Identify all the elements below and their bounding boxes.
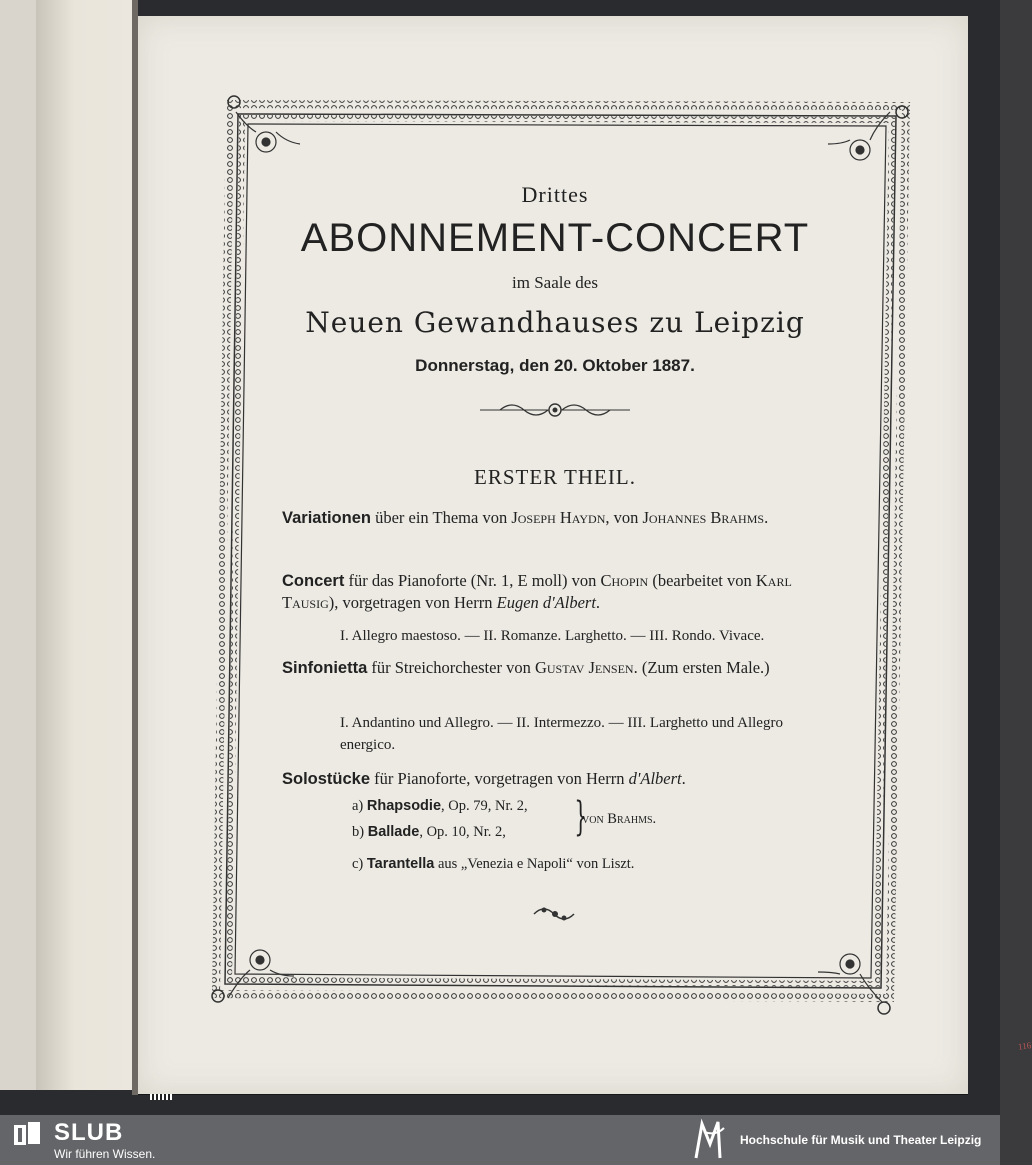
composer-name: Joseph Haydn xyxy=(511,508,606,527)
floral-ornament xyxy=(532,904,578,922)
piece-letter: b) xyxy=(352,824,365,840)
previous-page xyxy=(0,0,36,1090)
work-description: für das Pianoforte (Nr. 1, E moll) von xyxy=(348,571,597,590)
work-description: für Streichorchester von xyxy=(371,658,531,677)
program-item xyxy=(282,570,838,614)
concert-ordinal: Drittes xyxy=(521,182,589,207)
performer-name: Eugen d'Albert xyxy=(496,593,596,612)
composer-name: Chopin xyxy=(600,571,649,590)
punctuation: . xyxy=(595,593,601,612)
part-heading: ERSTER THEIL. xyxy=(474,465,636,489)
work-title: Variationen xyxy=(282,509,371,527)
piece-detail: aus „Venezia e Napoli“ von Liszt. xyxy=(434,856,635,872)
punctuation: . xyxy=(681,769,686,788)
work-description: , von xyxy=(605,508,639,527)
work-description: über ein Thema von xyxy=(375,508,508,527)
margin-note: 116 xyxy=(1017,1040,1032,1052)
piece-title: Rhapsodie xyxy=(366,798,442,814)
venue-prefix: im Saale des xyxy=(512,273,598,292)
slub-logo-icon xyxy=(14,1122,42,1146)
work-title: Concert xyxy=(282,572,345,590)
concert-date: Donnerstag, den 20. Oktober 1887. xyxy=(415,356,695,375)
movements-list: I. Allegro maestoso. — II. Romanze. Larghetto. — III. Rondo. Vivace. xyxy=(340,628,765,644)
piece-detail: , Op. 10, Nr. 2, xyxy=(419,824,506,840)
work-description: . (Zum ersten Male.) xyxy=(633,658,770,677)
brace-composer: von Brahms. xyxy=(582,811,657,827)
program-item xyxy=(282,507,838,529)
program-page xyxy=(138,16,1032,1094)
slub-tagline: Wir führen Wissen. xyxy=(54,1147,156,1161)
movements-list: I. Andantino und Allegro. — II. Intermezzo. — III. Larghetto und Allegro energico. xyxy=(340,715,783,753)
brace-symbol: } xyxy=(574,794,588,840)
solo-piece-b xyxy=(352,824,506,841)
piece-title: Ballade xyxy=(367,824,420,840)
program-item xyxy=(282,768,838,790)
concert-title: ABONNEMENT-CONCERT xyxy=(300,216,810,260)
hmt-logo-icon xyxy=(690,1118,728,1162)
work-title: Solostücke xyxy=(282,770,371,788)
piece-detail: , Op. 79, Nr. 2, xyxy=(441,798,528,814)
punctuation: . xyxy=(764,508,769,527)
hmt-name: Hochschule für Musik und Theater Leipzig xyxy=(740,1133,982,1147)
piece-title: Tarantella xyxy=(366,856,435,872)
decorative-divider xyxy=(480,400,630,420)
previous-page-edge xyxy=(36,0,132,1090)
ornamental-frame xyxy=(138,16,968,1094)
program-item xyxy=(282,657,838,679)
composer-name: Gustav Jensen xyxy=(534,658,634,677)
work-description: ), vorgetragen von Herrn xyxy=(328,593,493,612)
work-title: Sinfonietta xyxy=(282,659,368,677)
performer-name: d'Albert xyxy=(628,769,682,788)
solo-piece-c xyxy=(352,856,634,873)
solo-piece-a xyxy=(352,798,528,815)
footer-bar xyxy=(0,1115,1000,1165)
composer-name: Karl Tausig xyxy=(282,571,792,612)
piece-letter: c) xyxy=(352,856,364,872)
composer-name: Johannes Brahms xyxy=(642,508,765,527)
piece-letter: a) xyxy=(352,798,364,814)
slub-name: SLUB xyxy=(54,1119,124,1146)
venue-name: Neuen Gewandhauses zu Leipzig xyxy=(305,306,805,339)
work-description: für Pianoforte, vorgetragen von Herrn xyxy=(374,769,625,788)
work-description: (bearbeitet von xyxy=(652,571,752,590)
